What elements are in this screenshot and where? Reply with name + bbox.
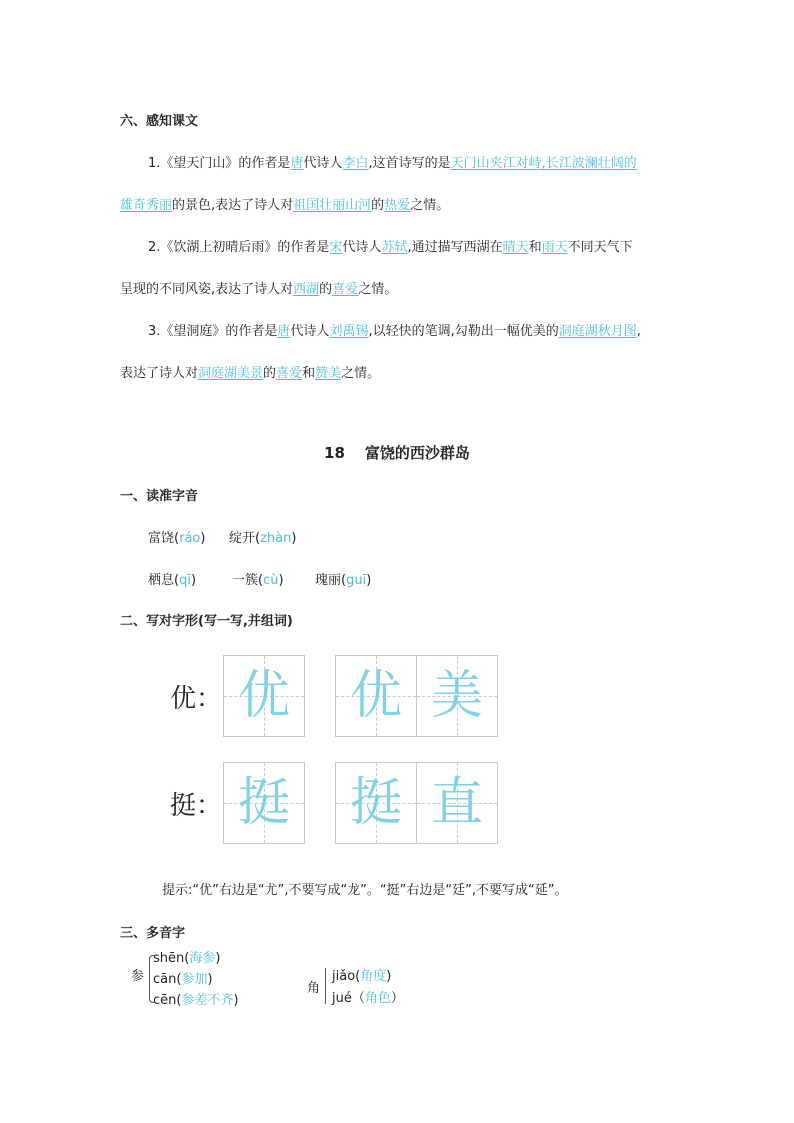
paragraph-3-line-2 xyxy=(120,362,380,381)
tip-text: 提示:“优”右边是“尤”,不要写成“龙”。“挺”右边是“廷”,不要写成“延”。 xyxy=(162,883,568,898)
pinyin-item: 瑰丽(guī) xyxy=(315,573,372,588)
text: 和 xyxy=(528,240,542,255)
text: 2.《饮湖上初晴后雨》的作者是 xyxy=(148,240,330,255)
paragraph-2-line-1 xyxy=(148,236,633,255)
pinyin-answer: qī xyxy=(179,573,191,588)
word: 绽开 xyxy=(229,531,256,546)
pinyin-answer: ráo xyxy=(179,531,201,546)
section-heading-3: 三、多音字 xyxy=(120,926,186,941)
pinyin-item: 栖息(qī) xyxy=(148,573,197,588)
pinyin: shēn xyxy=(153,951,185,966)
word: 瑰丽 xyxy=(315,573,342,588)
brace xyxy=(325,968,329,1004)
text: 代诗人 xyxy=(290,324,330,339)
pinyin-answer: cù xyxy=(263,573,279,588)
word-answer: 海参 xyxy=(189,951,216,966)
text: 之情。 xyxy=(358,282,398,297)
answer-blank: 晴天 xyxy=(502,240,529,255)
answer-blank: 洞庭湖美景 xyxy=(198,366,264,381)
lesson-name: 富饶的西沙群岛 xyxy=(364,444,470,462)
text: 1.《望天门山》的作者是 xyxy=(148,156,291,171)
word-answer: 参差不齐 xyxy=(181,993,234,1008)
lesson-number: 18 xyxy=(324,444,345,462)
text: 代诗人 xyxy=(342,240,382,255)
section-heading-6: 六、感知课文 xyxy=(120,114,199,129)
traced-char: 优 xyxy=(237,666,290,726)
text: , xyxy=(636,324,641,339)
lesson-title xyxy=(0,442,794,463)
answer-blank: 李白 xyxy=(342,156,369,171)
traced-char: 直 xyxy=(430,773,483,833)
pinyin-item: 一簇(cù) xyxy=(232,573,284,588)
answer-blank: 苏轼 xyxy=(381,240,408,255)
word: 一簇 xyxy=(232,573,259,588)
answer-blank: 唐 xyxy=(290,156,304,171)
word-answer: 角度 xyxy=(360,969,387,984)
traced-char: 美 xyxy=(430,666,483,726)
text: 代诗人 xyxy=(303,156,343,171)
pinyin-item: 富饶(ráo) xyxy=(148,531,206,546)
answer-blank: 喜爱 xyxy=(332,282,359,297)
answer-blank: 天门山夹江对峙,长江波澜壮阔的 xyxy=(450,156,637,171)
text: 的景色,表达了诗人对 xyxy=(172,198,294,213)
writing-grid xyxy=(223,655,305,737)
paragraph-1-line-2 xyxy=(120,194,449,213)
writing-grid xyxy=(416,655,498,737)
text: 的 xyxy=(319,282,333,297)
answer-blank: 雨天 xyxy=(541,240,568,255)
pinyin-answer: zhàn xyxy=(260,531,292,546)
text: ,以轻快的笔调,勾勒出一幅优美的 xyxy=(368,324,559,339)
text: 3.《望洞庭》的作者是 xyxy=(148,324,278,339)
section-heading-2: 二、写对字形(写一写,并组词) xyxy=(120,614,293,629)
reading-row: jué（角色） xyxy=(332,991,404,1006)
writing-grid xyxy=(223,762,305,844)
text: ,这首诗写的是 xyxy=(368,156,451,171)
answer-blank: 喜爱 xyxy=(276,366,303,381)
text: 呈现的不同风姿,表达了诗人对 xyxy=(120,282,294,297)
text: 的 xyxy=(371,198,385,213)
answer-blank: 赞美 xyxy=(315,366,342,381)
paragraph-2-line-2 xyxy=(120,278,397,297)
reading-row: jiǎo(角度) xyxy=(332,969,392,984)
writing-grid xyxy=(335,762,417,844)
word: 栖息 xyxy=(148,573,175,588)
answer-blank: 热爱 xyxy=(384,198,411,213)
reading-row: shēn(海参) xyxy=(153,951,221,966)
reading-row: cān(参加) xyxy=(153,972,213,987)
writing-grid xyxy=(416,762,498,844)
text: 之情。 xyxy=(341,366,381,381)
answer-blank: 唐 xyxy=(277,324,291,339)
pinyin: jiǎo xyxy=(332,969,356,984)
writing-grid xyxy=(335,655,417,737)
polyphone-char: 参 xyxy=(131,969,145,984)
answer-blank: 西湖 xyxy=(293,282,320,297)
answer-blank: 雄奇秀丽 xyxy=(120,198,173,213)
char-label: 挺： xyxy=(170,791,223,821)
pinyin: jué xyxy=(332,991,352,1006)
pinyin-answer: guī xyxy=(346,573,367,588)
traced-char: 挺 xyxy=(349,773,402,833)
pinyin: cān xyxy=(153,972,177,987)
pinyin: cēn xyxy=(153,993,177,1008)
answer-blank: 祖国壮丽山河 xyxy=(293,198,372,213)
paragraph-3-line-1 xyxy=(148,320,641,339)
word-answer: 参加 xyxy=(181,972,208,987)
text: 表达了诗人对 xyxy=(120,366,199,381)
text: 不同天气下 xyxy=(567,240,633,255)
text: 之情。 xyxy=(410,198,450,213)
traced-char: 挺 xyxy=(237,773,290,833)
reading-row: cēn(参差不齐) xyxy=(153,993,239,1008)
text: 的 xyxy=(263,366,277,381)
char-label: 优： xyxy=(170,684,223,714)
polyphone-char: 角 xyxy=(307,981,321,996)
section-heading-1: 一、读准字音 xyxy=(120,489,199,504)
answer-blank: 洞庭湖秋月图 xyxy=(558,324,637,339)
word-answer: 角色 xyxy=(364,991,391,1006)
answer-blank: 宋 xyxy=(329,240,343,255)
text: 和 xyxy=(302,366,316,381)
pinyin-item: 绽开(zhàn) xyxy=(229,531,297,546)
word: 富饶 xyxy=(148,531,175,546)
paragraph-1-line-1 xyxy=(148,152,637,171)
answer-blank: 刘禹锡 xyxy=(329,324,369,339)
text: ,通过描写西湖在 xyxy=(407,240,503,255)
traced-char: 优 xyxy=(349,666,402,726)
